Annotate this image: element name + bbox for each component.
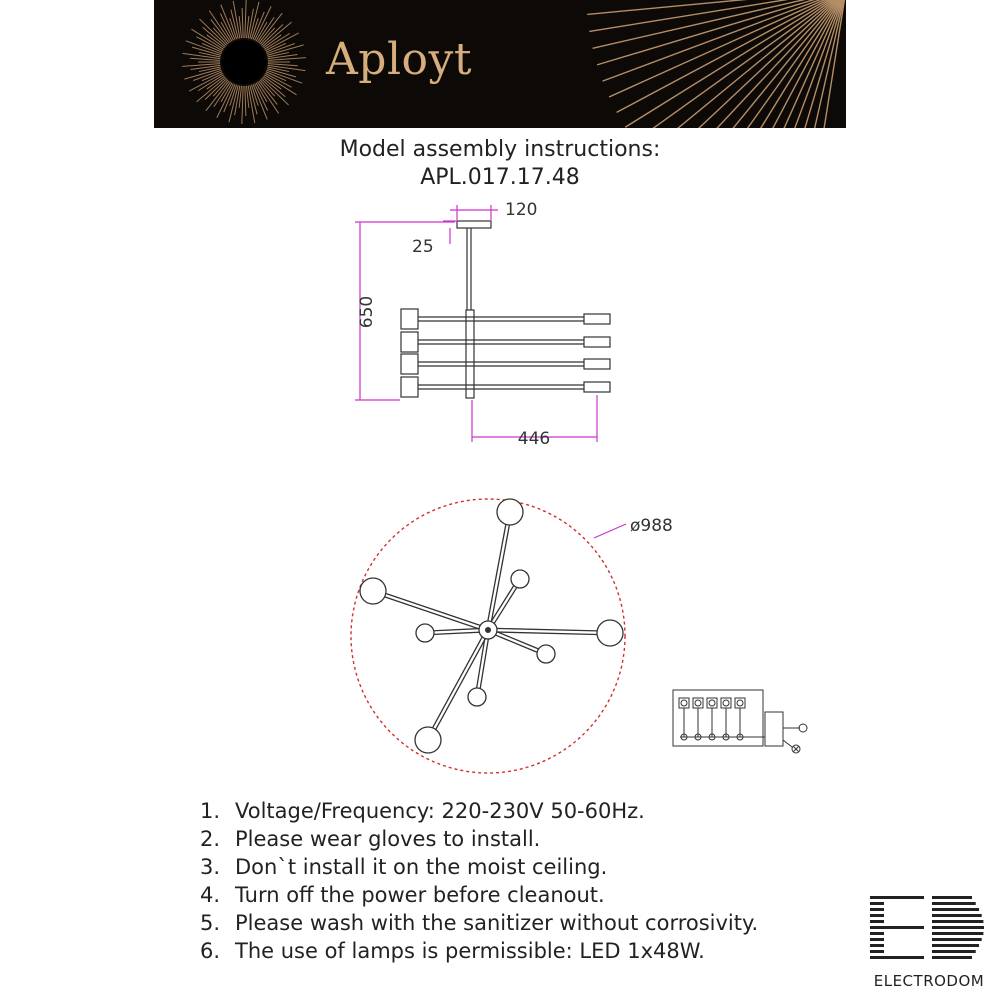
list-item: 3. Don`t install it on the moist ceiling. [200,855,608,879]
dim-canopy-width: 120 [505,200,538,220]
brand-name: Aployt [326,34,473,85]
dim-canopy-height: 25 [412,237,434,257]
list-item: 5. Please wash with the sanitizer without corrosivity. [200,911,759,935]
dim-diameter: ø988 [630,516,673,536]
model-number: APL.017.17.48 [420,165,580,190]
list-item: 2. Please wear gloves to install. [200,827,541,851]
top-view [351,499,625,773]
side-view-dimensions [355,205,626,538]
document-title: Model assembly instructions: [339,137,661,162]
notes-list [200,797,758,965]
list-item: 4. Turn off the power before cleanout. [200,883,605,907]
list-item: 6. The use of lamps is permissible: LED 1x48W. [200,939,705,963]
footer-logo-text: ELECTRODOM [873,972,985,990]
list-item: 1. Voltage/Frequency: 220-230V 50-60Hz. [200,799,645,823]
wiring-diagram [673,690,807,753]
dim-arm-length: 446 [517,429,551,449]
dim-total-height: 650 [357,295,377,329]
